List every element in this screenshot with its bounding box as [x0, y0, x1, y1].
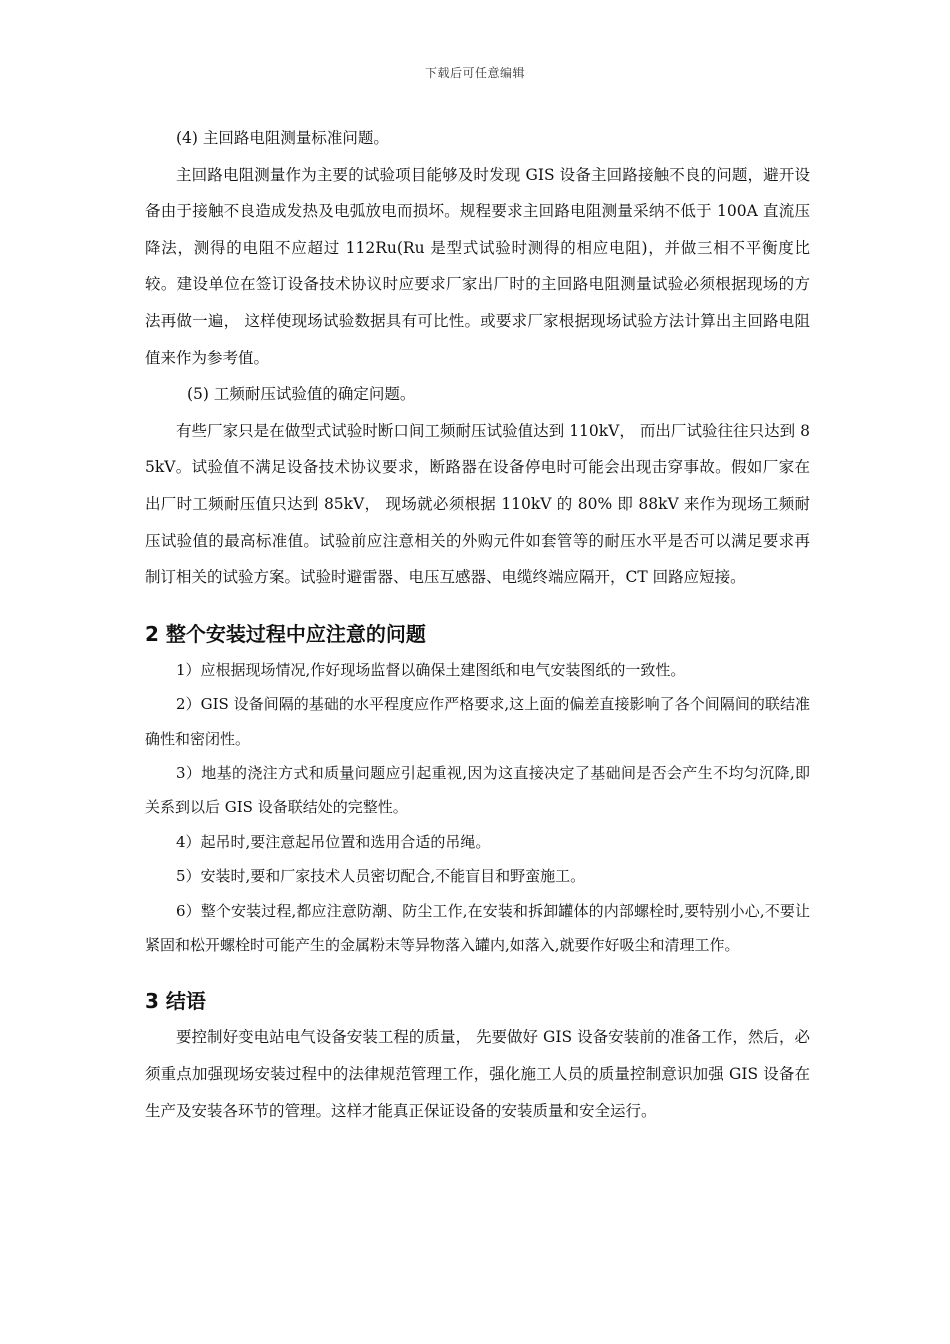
section-2-item-6: 6）整个安装过程,都应注意防潮、防尘工作,在安装和拆卸罐体的内部螺栓时,要特别小心,不要让紧固和松开螺栓时可能产生的金属粉末等异物落入罐内,如落入,就要作好吸尘和清理工作。 — [145, 901, 810, 954]
section-2-item-1: 1）应根据现场情况,作好现场监督以确保土建图纸和电气安装图纸的一致性。 — [176, 660, 686, 679]
section-2-item-2: 2）GIS 设备间隔的基础的水平程度应作严格要求,这上面的偏差直接影响了各个间隔间的联结准确性和密闭性。 — [145, 695, 810, 748]
document-body — [145, 120, 810, 1129]
section-2-heading: 2 整个安装过程中应注意的问题 — [145, 621, 426, 646]
page-header: 下载后可任意编辑 — [424, 66, 525, 80]
section-2-item-4: 4）起吊时,要注意起吊位置和选用合适的吊绳。 — [176, 832, 491, 851]
section-3-heading: 3 结语 — [145, 989, 206, 1014]
section-2-item-5: 5）安装时,要和厂家技术人员密切配合,不能盲目和野蛮施工。 — [176, 867, 586, 886]
subsection-5-title: (5) 工频耐压试验值的确定问题。 — [187, 385, 416, 404]
conclusion-paragraph: 要控制好变电站电气设备安装工程的质量， 先要做好 GIS 设备安装前的准备工作，然后，必须重点加强现场安装过程中的法律规范管理工作，强化施工人员的质量控制意识加强 GIS 设备在生产及安装各环节的管理。这样才能真正保证设备的安装质量和安全运行。 — [145, 1028, 810, 1120]
subsection-4-paragraph: 主回路电阻测量作为主要的试验项目能够及时发现 GIS 设备主回路接触不良的问题，避开设备由于接触不良造成发热及电弧放电而损坏。规程要求主回路电阻测量采纳不低于 100A 直流压降法，测得的电阻不应超过 112Ru(Ru 是型式试验时测得的相应电阻)，并做三相不平衡度比较。建设单位在签订设备技术协议时应要求厂家出厂时的主回路电阻测量试验必须根据现场的方法再做一遍， 这样使现场试验数据具有可比性。或要求厂家根据现场试验方法计算出主回路电阻值来作为参考值。 — [145, 165, 810, 367]
subsection-4-title: (4) 主回路电阻测量标准问题。 — [176, 129, 389, 147]
section-2-item-3: 3）地基的浇注方式和质量问题应引起重视,因为这直接决定了基础间是否会产生不均匀沉降,即关系到以后 GIS 设备联结处的完整性。 — [145, 763, 810, 817]
subsection-5-paragraph: 有些厂家只是在做型式试验时断口间工频耐压试验值达到 110kV， 而出厂试验往往只达到 85kV。试验值不满足设备技术协议要求，断路器在设备停电时可能会出现击穿事故。假如厂家在出厂时工频耐压值只达到 85kV， 现场就必须根据 110kV 的 80% 即 88kV 来作为现场工频耐压试验值的最高标准值。试验前应注意相关的外购元件如套管等的耐压水平是否可以满足要求再制订相关的试验方案。试验时避雷器、电压互感器、电缆终端应隔开，CT 回路应短接。 — [145, 421, 810, 587]
